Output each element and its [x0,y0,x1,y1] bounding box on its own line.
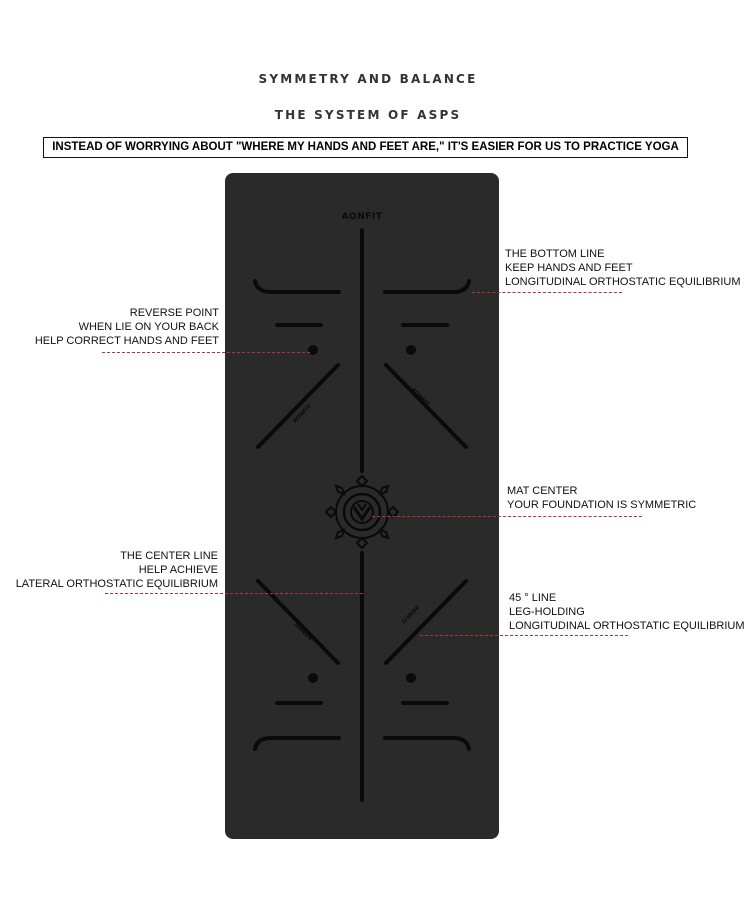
bottom-line-annotation [505,247,741,289]
leader-line-45-line [420,635,628,636]
banner-text: INSTEAD OF WORRYING ABOUT "WHERE MY HANDS AND FEET ARE," IT'S EASIER FOR US TO PRACTICE YOGA [43,137,688,158]
bottom-line-top-left [255,281,339,292]
annotation-line: HELP CORRECT HANDS AND FEET [34,335,219,347]
reverse-point-bottom-right [406,673,416,683]
reverse-point-bottom-left [308,673,318,683]
diagonal-brand-top-left: AONFIT [292,403,313,425]
leader-line-reverse-point [102,352,310,353]
reverse-point-annotation [35,306,219,348]
mat-alignment-lines [225,173,499,839]
annotation-line: WHEN LIE ON YOUR BACK [78,321,219,333]
yoga-mat [225,173,499,839]
diagonal-brand-top-right: AONFIT [409,387,431,408]
leader-line-center-line [105,593,363,594]
bottom-line-bottom-left [255,738,339,749]
annotation-line: LEG-HOLDING [509,606,585,618]
annotation-line: HELP ACHIEVE [138,564,218,576]
line-45-annotation [509,591,745,633]
bottom-line-bottom-right [385,738,469,749]
annotation-line: YOUR FOUNDATION IS SYMMETRIC [507,499,697,511]
page-subtitle: THE SYSTEM OF ASPS [274,108,462,122]
diagonal-line-bottom-right [386,581,466,663]
leader-line-mat-center [372,516,642,517]
leader-line-bottom-line [472,292,622,293]
mat-center-annotation [507,484,696,512]
diagonal-brand-bottom-right: AONFIT [399,603,420,625]
bottom-line-top-right [385,281,469,292]
annotation-line: MAT CENTER [507,485,578,497]
reverse-point-top-left [308,345,318,355]
page-title: SYMMETRY AND BALANCE [258,72,478,86]
reverse-point-top-right [406,345,416,355]
annotation-line: 45 ° LINE [509,592,557,604]
diagonal-brand-bottom-left: AONFIT [293,620,315,641]
annotation-line: THE CENTER LINE [120,550,218,562]
annotation-line: LONGITUDINAL ORTHOSTATIC EQUILIBRIUM [509,620,745,632]
annotation-line: REVERSE POINT [129,307,219,319]
annotation-line: LONGITUDINAL ORTHOSTATIC EQUILIBRIUM [505,276,741,288]
annotation-line: KEEP HANDS AND FEET [505,262,633,274]
center-line-annotation [16,549,218,591]
annotation-line: LATERAL ORTHOSTATIC EQUILIBRIUM [15,578,218,590]
mat-brand-logo: AONFIT [341,212,383,222]
diagonal-line-top-left [258,365,338,447]
lotus-mandala-icon [326,476,398,548]
annotation-line: THE BOTTOM LINE [505,248,605,260]
